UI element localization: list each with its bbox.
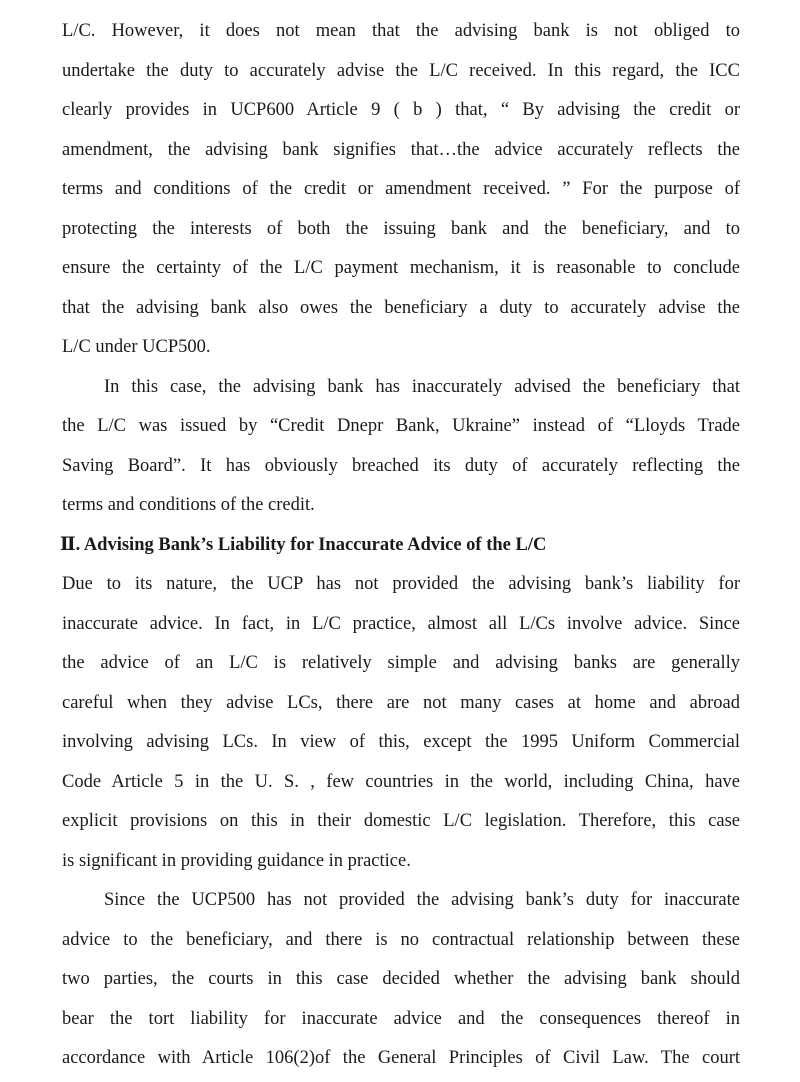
- text-line: terms and conditions of the credit.: [62, 495, 315, 515]
- text-line: Saving Board”. It has obviously breached its duty of accurately reflecting the: [62, 455, 740, 476]
- text-line: bear the tort liability for inaccurate advice and the consequences thereof in: [62, 1008, 740, 1029]
- text-line: is significant in providing guidance in practice.: [62, 850, 411, 871]
- text-line: inaccurate advice. In fact, in L/C practice, almost all L/Cs involve advice. Since: [62, 613, 740, 634]
- text-line: Code Article 5 in the U. S. , few countries in the world, including China, have: [62, 771, 740, 792]
- paragraph-case-breach: [62, 368, 740, 526]
- text-line: ensure the certainty of the L/C payment mechanism, it is reasonable to conclude: [62, 258, 740, 278]
- text-line: that the advising bank also owes the beneficiary a duty to accurately advise the: [62, 297, 740, 318]
- text-line: clearly provides in UCP600 Article 9 ( b ) that, “ By advising the credit or: [62, 100, 740, 120]
- text-line: explicit provisions on this in their domestic L/C legislation. Therefore, this case: [62, 811, 740, 831]
- text-line: undertake the duty to accurately advise the L/C received. In this regard, the ICC: [62, 60, 740, 81]
- text-line: terms and conditions of the credit or amendment received. ” For the purpose of: [62, 179, 740, 199]
- text-line: two parties, the courts in this case decided whether the advising bank should: [62, 969, 740, 989]
- text-line: amendment, the advising bank signifies that…the advice accurately reflects the: [62, 139, 740, 160]
- text-line: the L/C was issued by “Credit Dnepr Bank, Ukraine” instead of “Lloyds Trade: [62, 416, 740, 436]
- text-line: careful when they advise LCs, there are not many cases at home and abroad: [62, 692, 740, 713]
- text-line: protecting the interests of both the issuing bank and the beneficiary, and to: [62, 218, 740, 239]
- text-line: Since the UCP500 has not provided the advising bank’s duty for inaccurate: [104, 890, 740, 910]
- text-line: L/C. However, it does not mean that the advising bank is not obliged to: [62, 21, 740, 41]
- text-line: involving advising LCs. In view of this, except the 1995 Uniform Commercial: [62, 732, 740, 752]
- text-line: In this case, the advising bank has inaccurately advised the beneficiary that: [104, 376, 740, 397]
- document-page: [62, 12, 740, 1079]
- text-line: Due to its nature, the UCP has not provided the advising bank’s liability for: [62, 574, 740, 594]
- paragraph-advising-duty: [62, 12, 740, 368]
- text-line: accordance with Article 106(2)of the General Principles of Civil Law. The court: [62, 1048, 740, 1068]
- text-line: the advice of an L/C is relatively simple and advising banks are generally: [62, 653, 740, 673]
- section-heading: Ⅱ. Advising Bank’s Liability for Inaccurate Advice of the L/C: [60, 534, 547, 555]
- text-line: L/C under UCP500.: [62, 337, 211, 357]
- text-line: advice to the beneficiary, and there is no contractual relationship between these: [62, 929, 740, 950]
- paragraph-ucp-liability: [62, 565, 740, 881]
- paragraph-tort-liability: [62, 881, 740, 1079]
